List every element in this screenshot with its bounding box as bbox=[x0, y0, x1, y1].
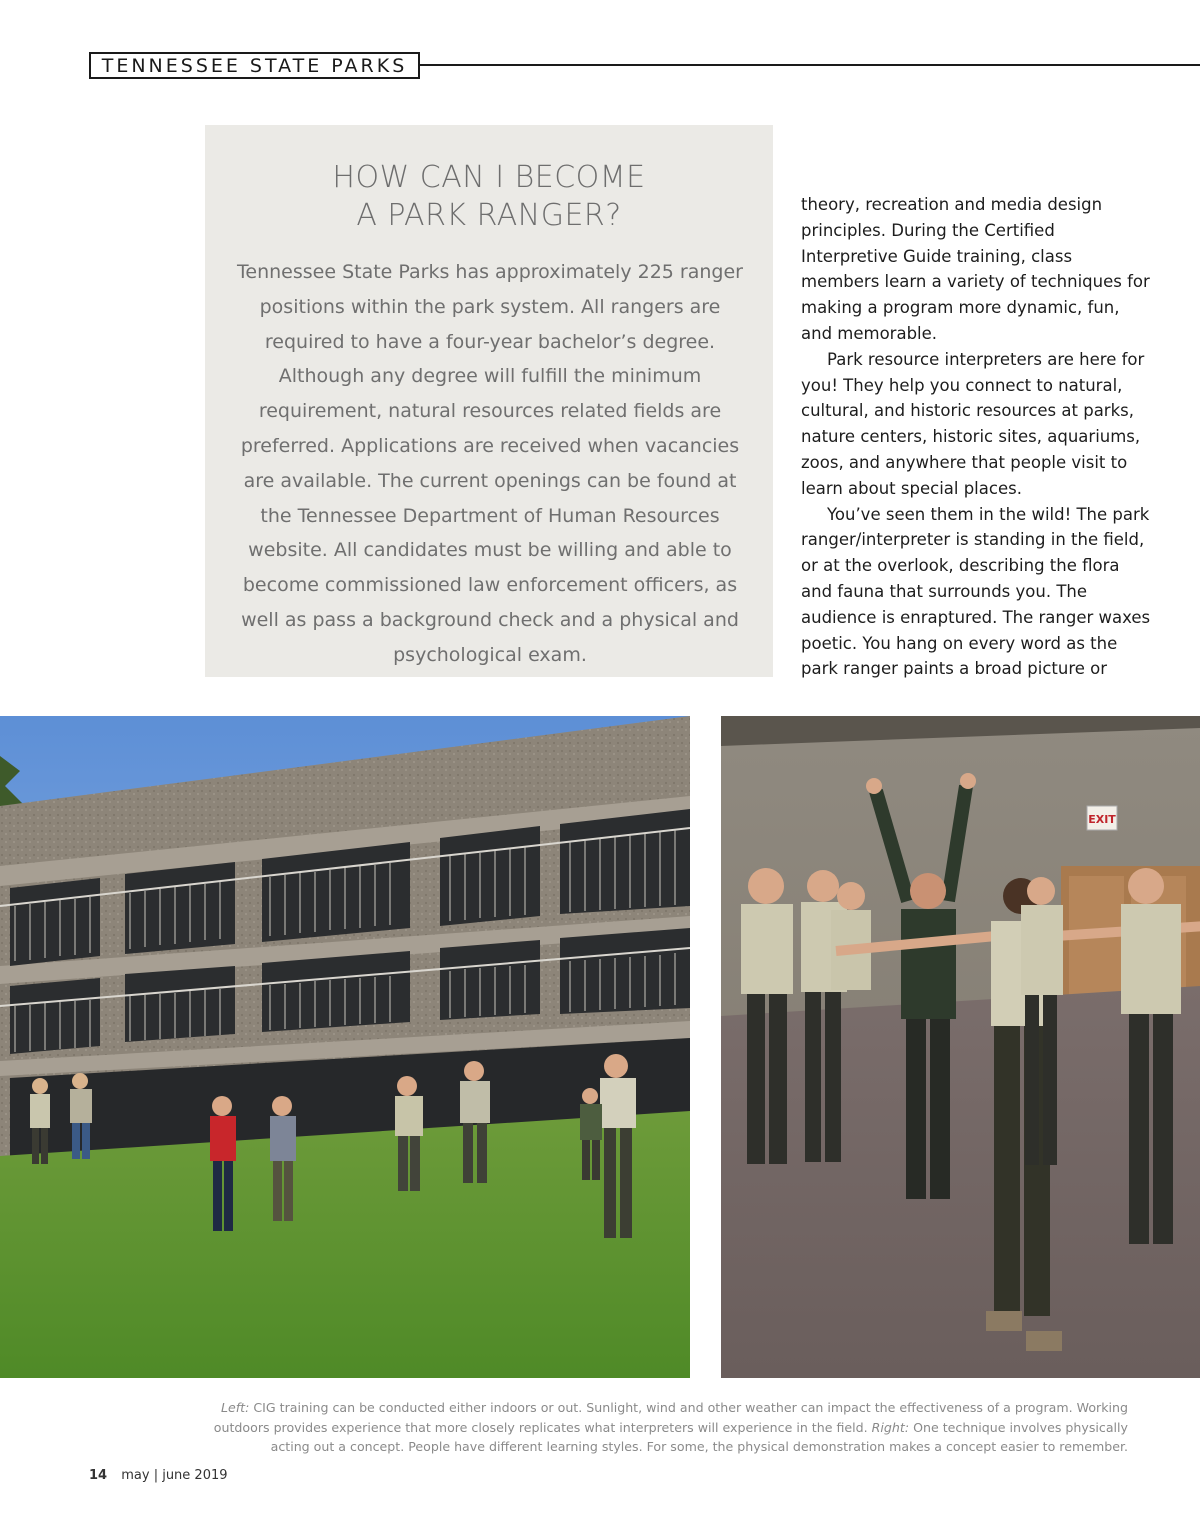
article-column bbox=[801, 192, 1151, 682]
photo-indoor-training bbox=[721, 716, 1200, 1378]
issue-date: may | june 2019 bbox=[121, 1468, 228, 1483]
article-paragraph-3: You’ve seen them in the wild! The park ranger/interpreter is standing in the field, or at the overlook, describing the flora and fauna that surrounds you. The audience is enraptured. The ranger waxes poetic. You hang on every word as the park ranger paints a broad picture or bbox=[801, 504, 1151, 679]
section-header bbox=[89, 52, 420, 79]
photo-caption bbox=[200, 1398, 1128, 1457]
sidebar-title-line-1: HOW CAN I BECOME bbox=[332, 160, 646, 195]
sidebar-title bbox=[309, 159, 669, 235]
sidebar-title-line-2: A PARK RANGER? bbox=[356, 198, 622, 233]
photo-indoor-illustration bbox=[721, 716, 1200, 1378]
photo-outdoor-illustration bbox=[0, 716, 690, 1378]
caption-left-text: CIG training can be conducted either indoors or out. Sunlight, wind and other weather can impact the effectiveness of a program. Working outdoors provides experience that more closely replicates what interpreters will experience in the field. bbox=[213, 1400, 1128, 1435]
photo-outdoor-training bbox=[0, 716, 690, 1378]
page-footer bbox=[89, 1468, 228, 1483]
article-paragraph-1: theory, recreation and media design principles. During the Certified Interpretive Guide training, class members learn a variety of techniques for making a program more dynamic, fun, and memorable. bbox=[801, 195, 1150, 343]
sidebar-box bbox=[205, 125, 773, 677]
caption-right-text: One technique involves physically acting out a concept. People have different learning styles. For some, the physical demonstration makes a concept easier to remember. bbox=[270, 1419, 1128, 1454]
caption-left-label: Left: bbox=[220, 1400, 250, 1415]
article-paragraph-2: Park resource interpreters are here for you! They help you connect to natural, cultural, and historic resources at parks, nature centers, historic sites, aquariums, zoos, and anywhere that people visit to learn about special places. bbox=[801, 349, 1145, 498]
header-rule bbox=[420, 64, 1200, 66]
caption-right-label: Right: bbox=[871, 1419, 910, 1435]
section-title: TENNESSEE STATE PARKS bbox=[101, 54, 408, 77]
page-number: 14 bbox=[89, 1468, 108, 1483]
exit-sign-text: EXIT bbox=[1088, 813, 1116, 826]
sidebar-body: Tennessee State Parks has approximately 225 ranger positions within the park system. All rangers are required to have a four-year bachelor’s degree. Although any degree will fulfill the minimum requirement, natural resources related fields are preferred. Applications are received when vacancies are available. The current openings can be found at the Tennessee Department of Human Resources website. All candidates must be willing and able to become commissioned law enforcement officers, as well as pass a background check and a physical and psychological exam. bbox=[237, 261, 743, 666]
